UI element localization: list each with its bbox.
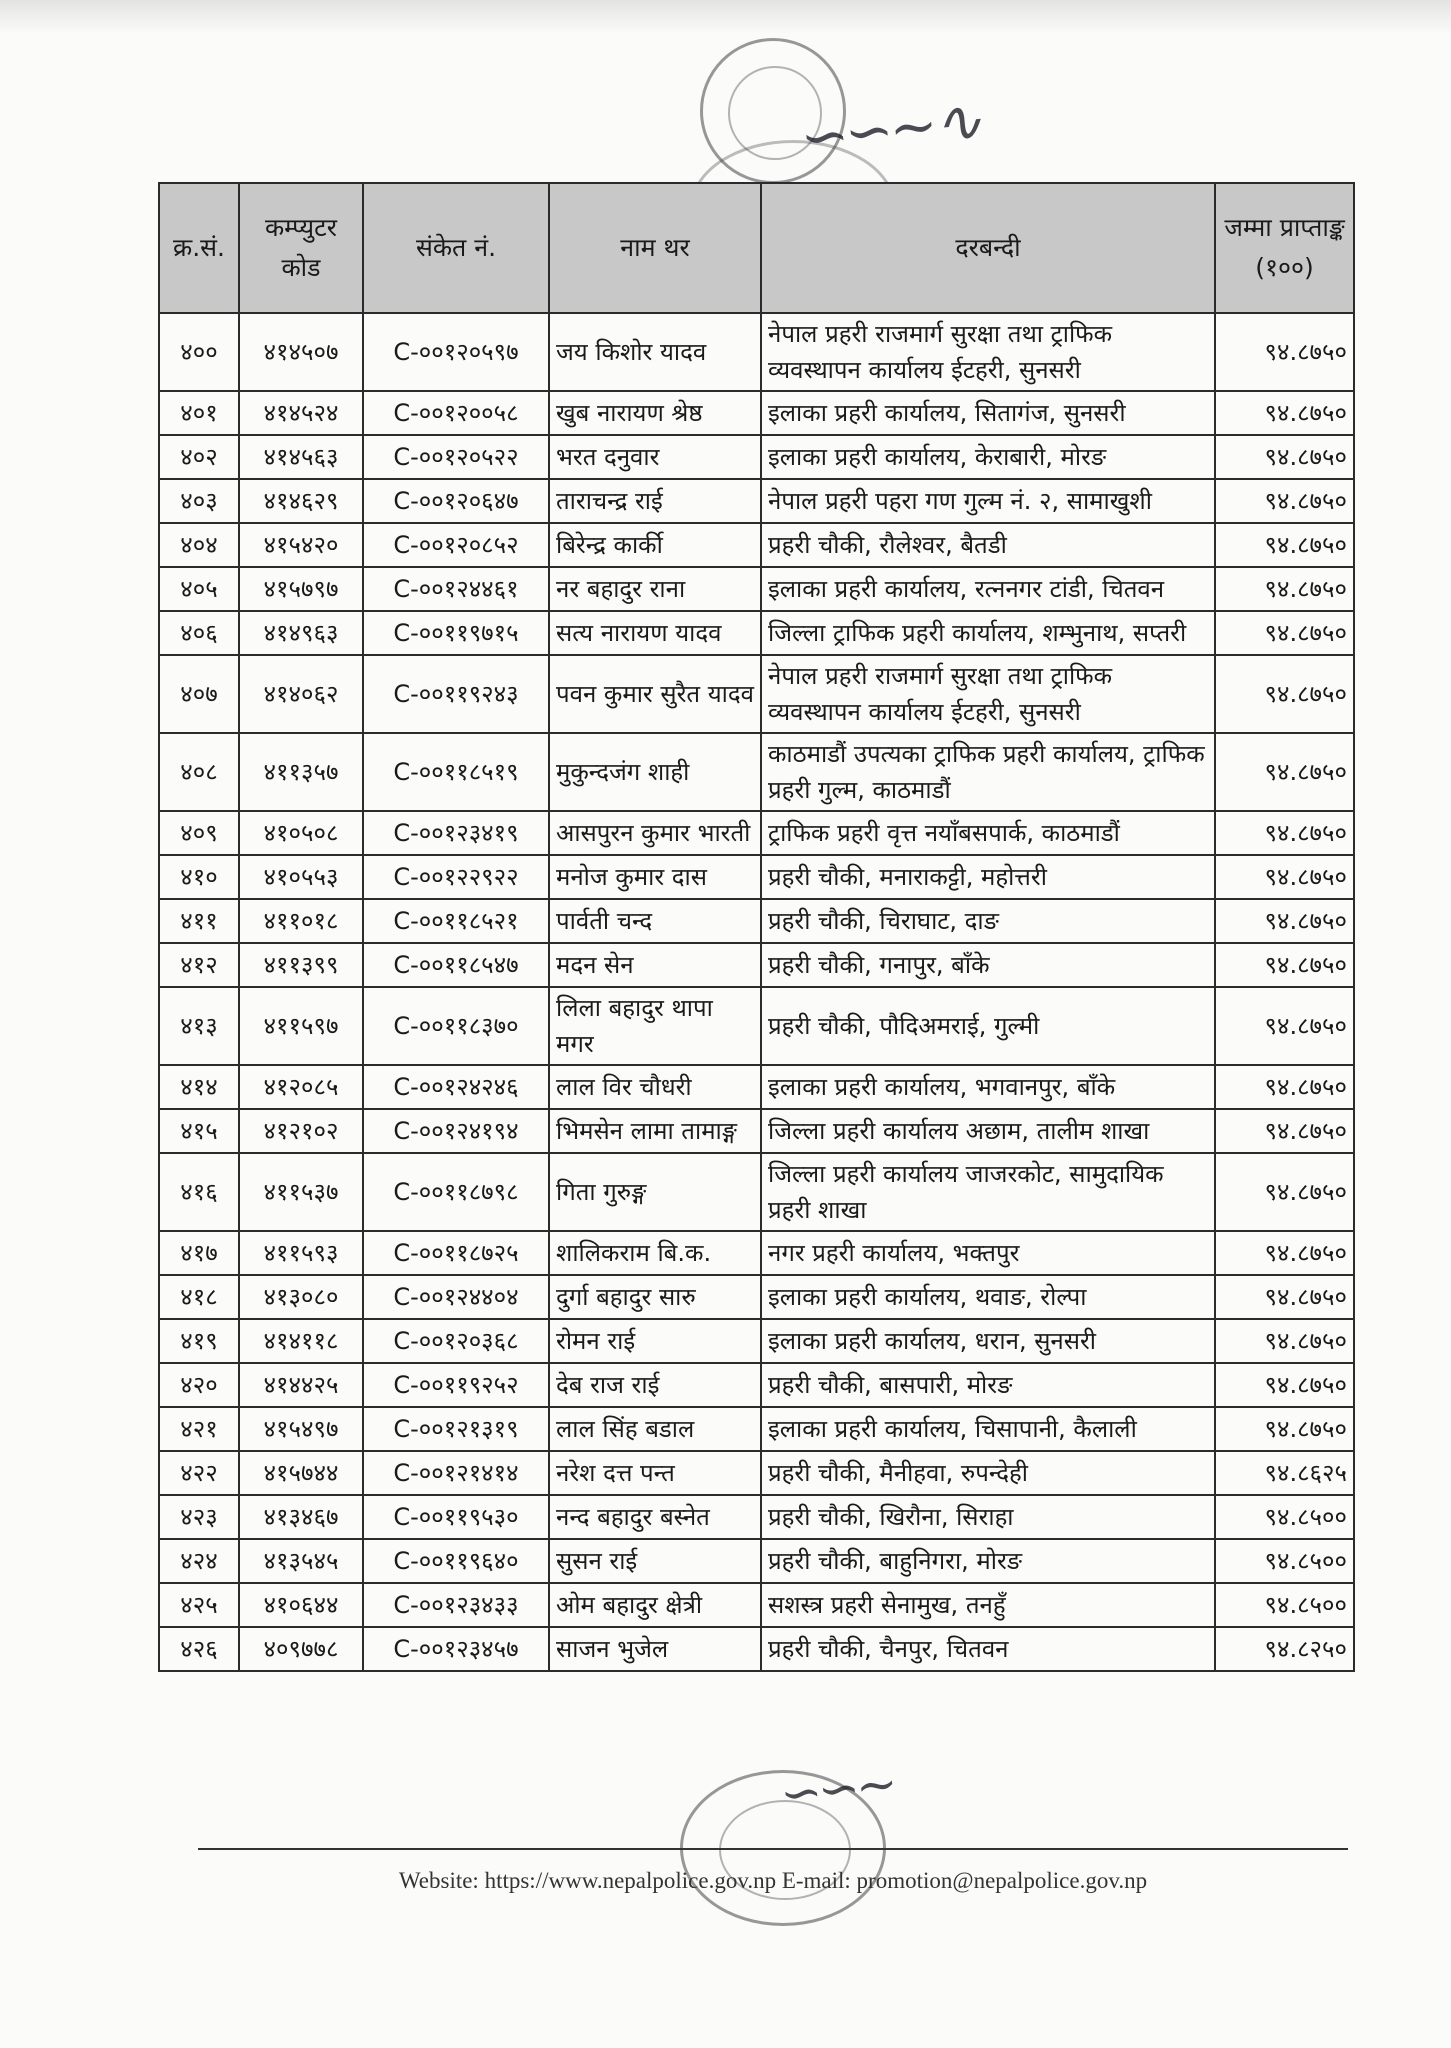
cell-name: मनोज कुमार दास xyxy=(549,855,761,899)
cell-post: इलाका प्रहरी कार्यालय, थवाङ, रोल्पा xyxy=(761,1275,1215,1319)
cell-computer-code: ४१४६२९ xyxy=(239,479,363,523)
cell-post: प्रहरी चौकी, चैनपुर, चितवन xyxy=(761,1627,1215,1671)
cell-total-score: ९४.८६२५ xyxy=(1215,1451,1354,1495)
cell-post: नेपाल प्रहरी राजमार्ग सुरक्षा तथा ट्राफिक व्यवस्थापन कार्यालय ईटहरी, सुनसरी xyxy=(761,655,1215,733)
cell-symbol-number: C-००११८५४७ xyxy=(363,943,549,987)
cell-sn: ४१७ xyxy=(159,1231,239,1275)
cell-name: जय किशोर यादव xyxy=(549,313,761,391)
cell-post: नेपाल प्रहरी राजमार्ग सुरक्षा तथा ट्राफिक व्यवस्थापन कार्यालय ईटहरी, सुनसरी xyxy=(761,313,1215,391)
header-sn: क्र.सं. xyxy=(159,183,239,313)
cell-computer-code: ४१३५४५ xyxy=(239,1539,363,1583)
cell-computer-code: ४१०५०८ xyxy=(239,811,363,855)
table-body xyxy=(159,313,1354,1671)
cell-computer-code: ४१५४२० xyxy=(239,523,363,567)
cell-name: बिरेन्द्र कार्की xyxy=(549,523,761,567)
cell-computer-code: ४११०१८ xyxy=(239,899,363,943)
cell-symbol-number: C-००१२४१९४ xyxy=(363,1109,549,1153)
table-row xyxy=(159,987,1354,1065)
cell-computer-code: ४१५७९७ xyxy=(239,567,363,611)
cell-name: लिला बहादुर थापा मगर xyxy=(549,987,761,1065)
cell-symbol-number: C-००११८५२१ xyxy=(363,899,549,943)
cell-name: लाल सिंह बडाल xyxy=(549,1407,761,1451)
cell-post: ट्राफिक प्रहरी वृत्त नयाँबसपार्क, काठमाडौं xyxy=(761,811,1215,855)
cell-symbol-number: C-००१२०३६८ xyxy=(363,1319,549,1363)
cell-post: प्रहरी चौकी, गनापुर, बाँके xyxy=(761,943,1215,987)
cell-name: दुर्गा बहादुर सारु xyxy=(549,1275,761,1319)
cell-sn: ४१४ xyxy=(159,1065,239,1109)
cell-sn: ४२६ xyxy=(159,1627,239,1671)
table-row xyxy=(159,1539,1354,1583)
cell-symbol-number: C-००१२१४१४ xyxy=(363,1451,549,1495)
cell-sn: ४०३ xyxy=(159,479,239,523)
table-row xyxy=(159,313,1354,391)
cell-computer-code: ४१४४२५ xyxy=(239,1363,363,1407)
cell-sn: ४०४ xyxy=(159,523,239,567)
cell-sn: ४१२ xyxy=(159,943,239,987)
cell-post: जिल्ला प्रहरी कार्यालय जाजरकोट, सामुदायिक प्रहरी शाखा xyxy=(761,1153,1215,1231)
cell-post: प्रहरी चौकी, चिराघाट, दाङ xyxy=(761,899,1215,943)
table-row xyxy=(159,655,1354,733)
cell-name: मुकुन्दजंग शाही xyxy=(549,733,761,811)
header-name: नाम थर xyxy=(549,183,761,313)
cell-symbol-number: C-००१२२९२२ xyxy=(363,855,549,899)
cell-computer-code: ४१४०६२ xyxy=(239,655,363,733)
table-row xyxy=(159,567,1354,611)
cell-sn: ४०५ xyxy=(159,567,239,611)
header-computer-code: कम्प्युटर कोड xyxy=(239,183,363,313)
cell-total-score: ९४.८७५० xyxy=(1215,987,1354,1065)
cell-total-score: ९४.८७५० xyxy=(1215,391,1354,435)
cell-name: आसपुरन कुमार भारती xyxy=(549,811,761,855)
cell-computer-code: ४१४९६३ xyxy=(239,611,363,655)
cell-sn: ४२० xyxy=(159,1363,239,1407)
cell-sn: ४१६ xyxy=(159,1153,239,1231)
cell-symbol-number: C-००१२३४१९ xyxy=(363,811,549,855)
table-row xyxy=(159,479,1354,523)
signature-top: ∽∽~∿ xyxy=(796,85,982,173)
table-row xyxy=(159,1319,1354,1363)
cell-total-score: ९४.८७५० xyxy=(1215,811,1354,855)
cell-sn: ४०१ xyxy=(159,391,239,435)
cell-symbol-number: C-००१२०६४७ xyxy=(363,479,549,523)
cell-name: मदन सेन xyxy=(549,943,761,987)
cell-post: जिल्ला ट्राफिक प्रहरी कार्यालय, शम्भुनाथ, सप्तरी xyxy=(761,611,1215,655)
cell-total-score: ९४.८७५० xyxy=(1215,855,1354,899)
cell-computer-code: ४१५४९७ xyxy=(239,1407,363,1451)
cell-total-score: ९४.८७५० xyxy=(1215,943,1354,987)
table-row xyxy=(159,1407,1354,1451)
cell-symbol-number: C-००१२४२४६ xyxy=(363,1065,549,1109)
cell-symbol-number: C-००१२३४३३ xyxy=(363,1583,549,1627)
cell-symbol-number: C-००१२००५८ xyxy=(363,391,549,435)
cell-post: इलाका प्रहरी कार्यालय, केराबारी, मोरङ xyxy=(761,435,1215,479)
cell-total-score: ९४.८७५० xyxy=(1215,611,1354,655)
cell-post: जिल्ला प्रहरी कार्यालय अछाम, तालीम शाखा xyxy=(761,1109,1215,1153)
cell-total-score: ९४.८७५० xyxy=(1215,655,1354,733)
table-row xyxy=(159,733,1354,811)
cell-sn: ४१३ xyxy=(159,987,239,1065)
table-row xyxy=(159,1065,1354,1109)
cell-name: भिमसेन लामा तामाङ्ग xyxy=(549,1109,761,1153)
cell-name: रोमन राई xyxy=(549,1319,761,1363)
cell-total-score: ९४.८७५० xyxy=(1215,1153,1354,1231)
scan-edge-shadow xyxy=(0,0,1451,34)
cell-symbol-number: C-००११९२४३ xyxy=(363,655,549,733)
cell-total-score: ९४.८५०० xyxy=(1215,1583,1354,1627)
table-header-row xyxy=(159,183,1354,313)
cell-post: प्रहरी चौकी, बासपारी, मोरङ xyxy=(761,1363,1215,1407)
cell-name: सुसन राई xyxy=(549,1539,761,1583)
cell-computer-code: ४१५७४४ xyxy=(239,1451,363,1495)
cell-symbol-number: C-००११८३७० xyxy=(363,987,549,1065)
cell-sn: ४१८ xyxy=(159,1275,239,1319)
footer-contact: Website: https://www.nepalpolice.gov.np E-mail: promotion@nepalpolice.gov.np xyxy=(398,1868,1148,1893)
cell-post: इलाका प्रहरी कार्यालय, सितागंज, सुनसरी xyxy=(761,391,1215,435)
header-total-score: जम्मा प्राप्ताङ्क (१००) xyxy=(1215,183,1354,313)
table-row xyxy=(159,1583,1354,1627)
cell-symbol-number: C-००११९५३० xyxy=(363,1495,549,1539)
cell-total-score: ९४.८७५० xyxy=(1215,435,1354,479)
cell-symbol-number: C-००११८७९८ xyxy=(363,1153,549,1231)
cell-computer-code: ४११३९९ xyxy=(239,943,363,987)
table-row xyxy=(159,523,1354,567)
cell-post: इलाका प्रहरी कार्यालय, भगवानपुर, बाँके xyxy=(761,1065,1215,1109)
cell-symbol-number: C-००११९६४० xyxy=(363,1539,549,1583)
cell-post: प्रहरी चौकी, पौदिअमराई, गुल्मी xyxy=(761,987,1215,1065)
cell-sn: ४१९ xyxy=(159,1319,239,1363)
cell-post: प्रहरी चौकी, बाहुनिगरा, मोरङ xyxy=(761,1539,1215,1583)
cell-symbol-number: C-००१२१३१९ xyxy=(363,1407,549,1451)
cell-symbol-number: C-००१२३४५७ xyxy=(363,1627,549,1671)
cell-computer-code: ४१२०८५ xyxy=(239,1065,363,1109)
cell-sn: ४०९ xyxy=(159,811,239,855)
cell-symbol-number: C-००१२४४६१ xyxy=(363,567,549,611)
signature-bottom: ∽∽~ xyxy=(777,1754,897,1824)
cell-total-score: ९४.८२५० xyxy=(1215,1627,1354,1671)
cell-total-score: ९४.८५०० xyxy=(1215,1495,1354,1539)
cell-sn: ४०७ xyxy=(159,655,239,733)
table-row xyxy=(159,1363,1354,1407)
cell-name: लाल विर चौधरी xyxy=(549,1065,761,1109)
cell-total-score: ९४.८७५० xyxy=(1215,1231,1354,1275)
cell-computer-code: ४१३४६७ xyxy=(239,1495,363,1539)
cell-total-score: ९४.८७५० xyxy=(1215,733,1354,811)
cell-sn: ४२५ xyxy=(159,1583,239,1627)
cell-sn: ४०२ xyxy=(159,435,239,479)
cell-name: सत्य नारायण यादव xyxy=(549,611,761,655)
cell-total-score: ९४.८७५० xyxy=(1215,1275,1354,1319)
header-symbol-number: संकेत नं. xyxy=(363,183,549,313)
table-row xyxy=(159,855,1354,899)
cell-symbol-number: C-००१२०५२२ xyxy=(363,435,549,479)
table-row xyxy=(159,1451,1354,1495)
cell-total-score: ९४.८७५० xyxy=(1215,523,1354,567)
cell-symbol-number: C-००१२०५९७ xyxy=(363,313,549,391)
table-row xyxy=(159,1495,1354,1539)
table-row xyxy=(159,943,1354,987)
cell-post: इलाका प्रहरी कार्यालय, रत्ननगर टांडी, चितवन xyxy=(761,567,1215,611)
cell-sn: ४०० xyxy=(159,313,239,391)
cell-sn: ४१५ xyxy=(159,1109,239,1153)
cell-symbol-number: C-००११८७२५ xyxy=(363,1231,549,1275)
cell-total-score: ९४.८७५० xyxy=(1215,899,1354,943)
cell-computer-code: ४१३०८० xyxy=(239,1275,363,1319)
cell-symbol-number: C-००११९७१५ xyxy=(363,611,549,655)
table-row xyxy=(159,1153,1354,1231)
cell-post: इलाका प्रहरी कार्यालय, चिसापानी, कैलाली xyxy=(761,1407,1215,1451)
cell-sn: ४११ xyxy=(159,899,239,943)
cell-symbol-number: C-००१२०८५२ xyxy=(363,523,549,567)
cell-sn: ४२३ xyxy=(159,1495,239,1539)
cell-post: प्रहरी चौकी, मैनीहवा, रुपन्देही xyxy=(761,1451,1215,1495)
cell-sn: ४०८ xyxy=(159,733,239,811)
cell-symbol-number: C-००१२४४०४ xyxy=(363,1275,549,1319)
cell-total-score: ९४.८७५० xyxy=(1215,567,1354,611)
cell-computer-code: ४१४५२४ xyxy=(239,391,363,435)
header-post: दरबन्दी xyxy=(761,183,1215,313)
cell-name: खुब नारायण श्रेष्ठ xyxy=(549,391,761,435)
cell-post: प्रहरी चौकी, खिरौना, सिराहा xyxy=(761,1495,1215,1539)
cell-computer-code: ४१४५०७ xyxy=(239,313,363,391)
table-row xyxy=(159,811,1354,855)
cell-total-score: ९४.८५०० xyxy=(1215,1539,1354,1583)
table-row xyxy=(159,1109,1354,1153)
cell-computer-code: ४१४५६३ xyxy=(239,435,363,479)
cell-name: नन्द बहादुर बस्नेत xyxy=(549,1495,761,1539)
cell-name: पार्वती चन्द xyxy=(549,899,761,943)
cell-post: नगर प्रहरी कार्यालय, भक्तपुर xyxy=(761,1231,1215,1275)
cell-name: शालिकराम बि.क. xyxy=(549,1231,761,1275)
cell-post: काठमाडौं उपत्यका ट्राफिक प्रहरी कार्यालय, ट्राफिक प्रहरी गुल्म, काठमाडौं xyxy=(761,733,1215,811)
cell-symbol-number: C-००११८५१९ xyxy=(363,733,549,811)
cell-computer-code: ४१२१०२ xyxy=(239,1109,363,1153)
table-row xyxy=(159,1627,1354,1671)
cell-total-score: ९४.८७५० xyxy=(1215,479,1354,523)
cell-post: नेपाल प्रहरी पहरा गण गुल्म नं. २, सामाखुशी xyxy=(761,479,1215,523)
table-row xyxy=(159,611,1354,655)
cell-name: गिता गुरुङ्ग xyxy=(549,1153,761,1231)
table-row xyxy=(159,1231,1354,1275)
table-row xyxy=(159,391,1354,435)
cell-computer-code: ४११५९३ xyxy=(239,1231,363,1275)
cell-post: प्रहरी चौकी, रौलेश्वर, बैतडी xyxy=(761,523,1215,567)
cell-total-score: ९४.८७५० xyxy=(1215,1363,1354,1407)
cell-sn: ४२२ xyxy=(159,1451,239,1495)
cell-computer-code: ४११३५७ xyxy=(239,733,363,811)
cell-total-score: ९४.८७५० xyxy=(1215,1319,1354,1363)
cell-name: नरेश दत्त पन्त xyxy=(549,1451,761,1495)
cell-sn: ४१० xyxy=(159,855,239,899)
merit-list-table xyxy=(158,182,1355,1672)
cell-total-score: ९४.८७५० xyxy=(1215,1407,1354,1451)
table-row xyxy=(159,899,1354,943)
cell-sn: ४२४ xyxy=(159,1539,239,1583)
cell-name: भरत दनुवार xyxy=(549,435,761,479)
table-row xyxy=(159,435,1354,479)
cell-computer-code: ४१४११८ xyxy=(239,1319,363,1363)
cell-post: इलाका प्रहरी कार्यालय, धरान, सुनसरी xyxy=(761,1319,1215,1363)
cell-total-score: ९४.८७५० xyxy=(1215,1109,1354,1153)
cell-computer-code: ४१०५५३ xyxy=(239,855,363,899)
cell-symbol-number: C-००११९२५२ xyxy=(363,1363,549,1407)
cell-post: प्रहरी चौकी, मनाराकट्टी, महोत्तरी xyxy=(761,855,1215,899)
cell-computer-code: ४११५३७ xyxy=(239,1153,363,1231)
cell-computer-code: ४१०६४४ xyxy=(239,1583,363,1627)
cell-total-score: ९४.८७५० xyxy=(1215,1065,1354,1109)
cell-computer-code: ४११५९७ xyxy=(239,987,363,1065)
cell-post: सशस्त्र प्रहरी सेनामुख, तनहुँ xyxy=(761,1583,1215,1627)
cell-name: देब राज राई xyxy=(549,1363,761,1407)
cell-name: ताराचन्द्र राई xyxy=(549,479,761,523)
cell-name: नर बहादुर राना xyxy=(549,567,761,611)
table-row xyxy=(159,1275,1354,1319)
cell-sn: ४२१ xyxy=(159,1407,239,1451)
footer-divider xyxy=(198,1848,1348,1850)
cell-sn: ४०६ xyxy=(159,611,239,655)
cell-name: साजन भुजेल xyxy=(549,1627,761,1671)
cell-computer-code: ४०९७७८ xyxy=(239,1627,363,1671)
cell-total-score: ९४.८७५० xyxy=(1215,313,1354,391)
cell-name: ओम बहादुर क्षेत्री xyxy=(549,1583,761,1627)
cell-name: पवन कुमार सुरैत यादव xyxy=(549,655,761,733)
